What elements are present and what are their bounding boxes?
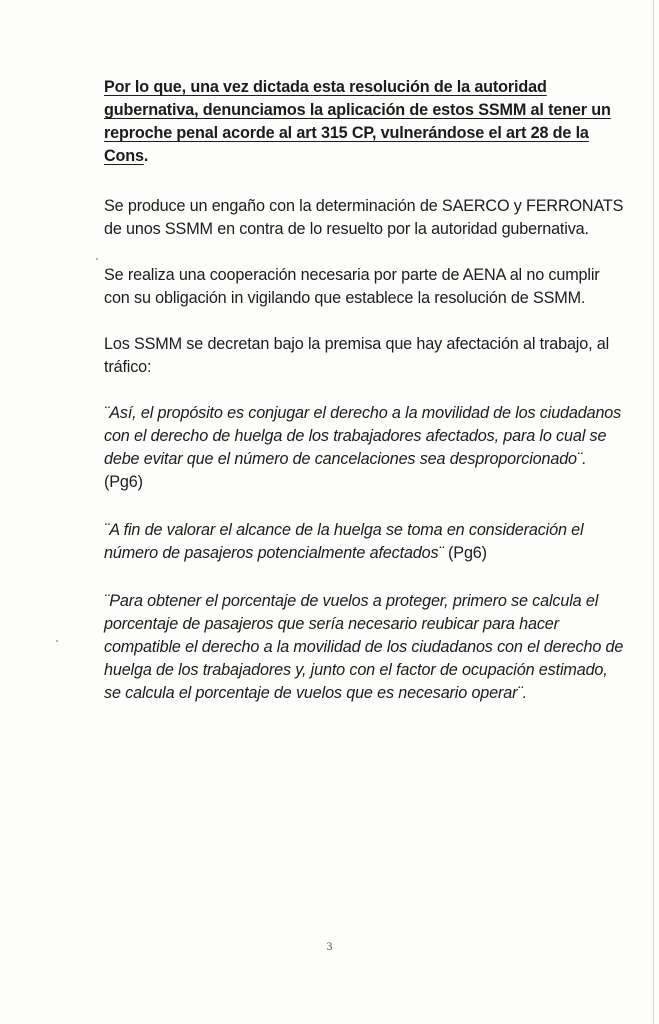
scan-edge-line (653, 0, 654, 1024)
paragraph-cooperation: Se realiza una cooperación necesaria por parte de AENA al no cumplir con su obligación in vigilando que establece la resolución de SSMM. (104, 266, 600, 307)
quote-page-reference: (Pg6) (104, 473, 143, 491)
quote-paragraph (104, 519, 624, 565)
quote-text: ¨Para obtener el porcentaje de vuelos a proteger, primero se calcula el porcentaje de pasajeros que sería necesario reubicar para hacer compatible el derecho a la movilidad de los ciudadanos con el derecho de huelga de los trabajadores y, junto con el factor de ocupación estimado, se calcula el porcentaje de vuelos que es necesario operar¨. (104, 592, 624, 702)
heading-paragraph (104, 76, 624, 168)
scan-speck (96, 258, 98, 260)
quote-text: ¨A fin de valorar el alcance de la huelga se toma en consideración el número de pasajeros potencialmente afectados¨ (104, 521, 584, 562)
document-body (104, 76, 624, 730)
quote-paragraph (104, 402, 624, 494)
quote-paragraph (104, 590, 624, 705)
quote-page-reference: (Pg6) (443, 544, 487, 562)
page-number: 3 (326, 939, 333, 953)
scan-speck (56, 640, 58, 642)
underlined-statement: Por lo que, una vez dictada esta resolución de la autoridad gubernativa, denunciamos la aplicación de estos SSMM al tener un reproche penal acorde al art 315 CP, vulnerándose el art 28 de la Cons (104, 78, 611, 165)
paragraph-premise: Los SSMM se decretan bajo la premisa que hay afectación al trabajo, al tráfico: (104, 335, 610, 376)
statement-period: . (143, 147, 149, 165)
paragraph-deception: Se produce un engaño con la determinación de SAERCO y FERRONATS de unos SSMM en contra de lo resuelto por la autoridad gubernativa. (104, 197, 624, 238)
quote-text: ¨Así, el propósito es conjugar el derecho a la movilidad de los ciudadanos con el derecho de huelga de los trabajadores afectados, para lo cual se debe evitar que el número de cancelaciones sea desproporcionado¨. (104, 404, 622, 468)
